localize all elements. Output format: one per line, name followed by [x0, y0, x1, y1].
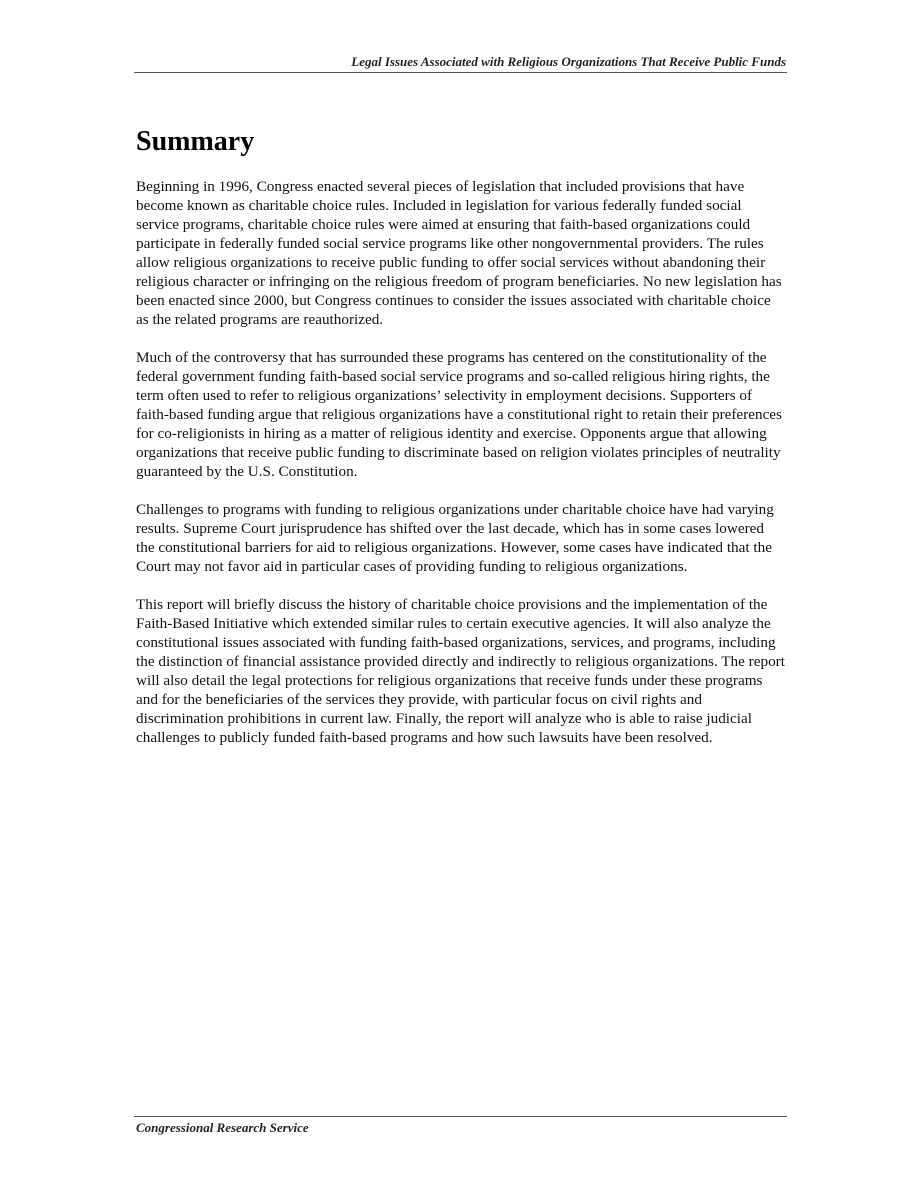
summary-paragraph: Much of the controversy that has surrounded these programs has centered on the constitutionality of the federal government funding faith-based social service programs and so-called religious hiring rights, the term often used to refer to religious organizations’ selectivity in employment decisions. Supporters of faith-based funding argue that religious organizations have a constitutional right to retain their preferences for co-religionists in hiring as a matter of religious identity and exercise. Opponents argue that allowing organizations that receive public funding to discriminate based on religion violates principles of neutrality guaranteed by the U.S. Constitution. [136, 349, 782, 480]
summary-paragraph: Beginning in 1996, Congress enacted several pieces of legislation that included provisions that have become known as charitable choice rules. Included in legislation for various federally funded social service programs, charitable choice rules were aimed at ensuring that faith-based organizations could participate in federally funded social service programs like other nongovernmental providers. The rules allow religious organizations to receive public funding to offer social services without abandoning their religious character or infringing on the religious freedom of program beneficiaries. No new legislation has been enacted since 2000, but Congress continues to consider the issues associated with charitable choice as the related programs are reauthorized. [136, 178, 782, 328]
summary-body [136, 177, 786, 766]
page-title: Summary [136, 126, 255, 157]
footer-organization: Congressional Research Service [136, 1120, 309, 1135]
header-divider [134, 72, 787, 73]
footer-divider [134, 1116, 787, 1117]
running-header: Legal Issues Associated with Religious Organizations That Receive Public Funds [351, 54, 786, 69]
summary-paragraph: This report will briefly discuss the history of charitable choice provisions and the implementation of the Faith-Based Initiative which extended similar rules to certain executive agencies. It will also analyze the constitutional issues associated with funding faith-based organizations, services, and programs, including the distinction of financial assistance provided directly and indirectly to religious organizations. The report will also detail the legal protections for religious organizations that receive funds under these programs and for the beneficiaries of the services they provide, with particular focus on civil rights and discrimination prohibitions in current law. Finally, the report will analyze who is able to raise judicial challenges to publicly funded faith-based programs and how such lawsuits have been resolved. [136, 596, 785, 746]
summary-paragraph: Challenges to programs with funding to religious organizations under charitable choice have had varying results. Supreme Court jurisprudence has shifted over the last decade, which has in some cases lowered the constitutional barriers for aid to religious organizations. However, some cases have indicated that the Court may not favor aid in particular cases of providing funding to religious organizations. [136, 501, 774, 575]
